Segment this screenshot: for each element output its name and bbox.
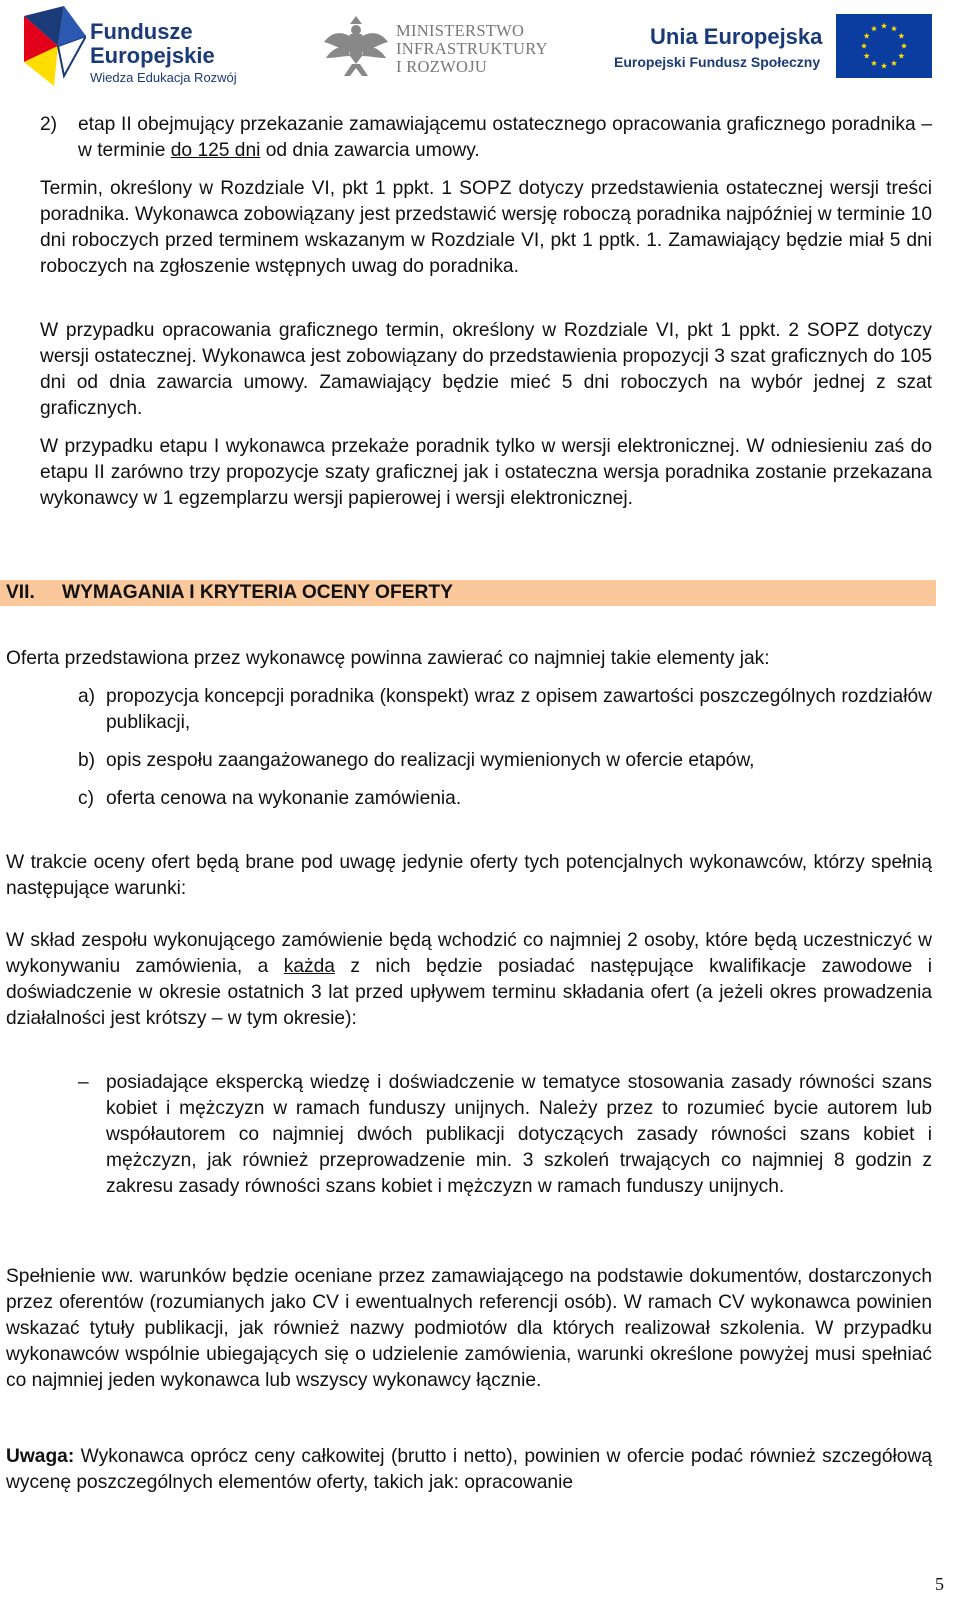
team-each: każda (283, 956, 335, 977)
ministry-logo (322, 12, 562, 82)
note-text: Wykonawca oprócz ceny całkowitej (brutto i netto), powinien w ofercie podać również szczegółową wycenę poszczególnych elementów oferty, takich jak: opracowanie (6, 1446, 932, 1493)
stage2-text-after: od dnia zawarcia umowy. (260, 140, 480, 161)
stage2-deadline: do 125 dni (170, 140, 261, 161)
section-title: WYMAGANIA I KRYTERIA OCENY OFERTY (62, 582, 453, 603)
section-number: VII. (6, 582, 35, 603)
paragraph-note (6, 1444, 932, 1496)
section-heading (0, 580, 936, 606)
fundusze-europejskie-logo (24, 4, 274, 88)
paragraph-team (6, 928, 932, 1032)
offer-intro: Oferta przedstawiona przez wykonawcę powinna zawierać co najmniej takie elementy jak: (6, 648, 770, 669)
fe-logo-line3: Wiedza Edukacja Rozwój (90, 70, 237, 85)
stage2-text-before: etap II obejmujący przekazanie zamawiającemu ostatecznego opracowania graficznego poradnika – w terminie (78, 114, 932, 161)
eu-star-icon (901, 43, 907, 49)
eu-star-icon (881, 23, 887, 29)
eu-star-icon (864, 53, 870, 59)
eu-star-icon (881, 63, 887, 69)
polish-eagle-icon (322, 12, 390, 80)
offer-item-c-marker: c) (78, 788, 94, 809)
ministry-line2: INFRASTRUKTURY (396, 39, 548, 58)
team-text-after: z nich będzie posiadać następujące kwalifikacje zawodowe i doświadczenie w okresie ostatnich 3 lat przed upływem terminu składania ofert (a jeżeli okres prowadzenia działalności jest krótszy – w tym okresie): (6, 956, 932, 1029)
eu-star-icon (891, 60, 897, 66)
ministry-line1: MINISTERSTWO (396, 21, 525, 40)
eu-star-icon (861, 43, 867, 49)
dash-item-text: posiadające ekspercką wiedzę i doświadczenie w tematyce stosowania zasady równości szans kobiet i mężczyzn w ramach funduszy unijnych. Należy przez to rozumieć bycie autorem lub współautorem co najmniej dwóch publikacji dotyczących zasady równości szans kobiet i mężczyzn, jak również przeprowadzenie min. 3 szkoleń trwających co najmniej 8 godzin z zakresu zasady równości szans kobiet i mężczyzn w ramach funduszy unijnych. (106, 1072, 932, 1197)
fe-star-mark-icon (24, 6, 86, 86)
fe-logo-line1: Fundusze (90, 19, 193, 44)
offer-item-a-marker: a) (78, 686, 96, 707)
team-text-before: W skład zespołu wykonującego zamówienie będą wchodzić co najmniej 2 osoby, które będą uczestniczyć w wykonywaniu zamówienia, a (6, 930, 932, 977)
paragraph-term: Termin, określony w Rozdziale VI, pkt 1 ppkt. 1 SOPZ dotyczy przedstawienia ostatecznej wersji treści poradnika. Wykonawca zobowiązany jest przedstawić wersję roboczą poradnika najpóźniej w terminie 10 dni roboczych przed terminem wskazanym w Rozdziale VI, pkt 1 pptk. 1. Zamawiający będzie miał 5 dni roboczych na zgłoszenie wstępnych uwag do poradnika. (40, 178, 932, 277)
eu-star-icon (898, 53, 904, 59)
page-header (0, 0, 960, 92)
eu-flag-icon (836, 14, 932, 78)
stage2-marker: 2) (40, 114, 58, 135)
paragraph-fulfilment: Spełnienie ww. warunków będzie oceniane przez zamawiającego na podstawie dokumentów, dostarczonych przez oferentów (rozumianych jako CV i ewentualnych referencji osób). W ramach CV wykonawca powinien wskazać tytuły publikacji, jak również nazwy podmiotów dla których realizował szkolenia. W przypadku wykonawców wspólnie ubiegających się o udzielenie zamówienia, warunki określone powyżej musi spełniać co najmniej jeden wykonawca lub wszyscy wykonawcy łącznie. (6, 1266, 932, 1391)
eu-star-icon (871, 60, 877, 66)
offer-item-a: propozycja koncepcji poradnika (konspekt) wraz z opisem zawartości poszczególnych rozdziałów publikacji, (106, 686, 932, 733)
eu-star-icon (864, 33, 870, 39)
stage2-text (78, 112, 932, 164)
offer-item-b: opis zespołu zaangażowanego do realizacji wymienionych w ofercie etapów, (106, 750, 755, 771)
paragraph-graphic: W przypadku opracowania graficznego termin, określony w Rozdziale VI, pkt 1 ppkt. 2 SOPZ dotyczy wersji ostatecznej. Wykonawca jest zobowiązany do przedstawienia propozycji 3 szat graficznych do 105 dni od dnia zawarcia umowy. Zamawiający będzie mieć 5 dni roboczych na wybór jednej z szat graficznych. (40, 320, 932, 419)
ministry-line3: I ROZWOJU (396, 57, 488, 76)
eu-star-icon (871, 25, 877, 31)
eu-star-icon (891, 25, 897, 31)
eu-logo (612, 14, 952, 84)
page-number: 5 (935, 1574, 944, 1594)
offer-item-c: oferta cenowa na wykonanie zamówienia. (106, 788, 462, 809)
eu-logo-line1: Unia Europejska (650, 24, 823, 49)
note-label: Uwaga: (6, 1446, 75, 1467)
fe-logo-line2: Europejskie (90, 43, 215, 68)
paragraph-evaluation: W trakcie oceny ofert będą brane pod uwagę jedynie oferty tych potencjalnych wykonawców, którzy spełnią następujące warunki: (6, 852, 932, 899)
paragraph-stage1: W przypadku etapu I wykonawca przekaże poradnik tylko w wersji elektronicznej. W odniesieniu zaś do etapu II zarówno trzy propozycje szaty graficznej jak i ostateczna wersja poradnika zostanie przekazana wykonawcy w 1 egzemplarzu wersji papierowej i wersji elektronicznej. (40, 436, 932, 509)
offer-item-b-marker: b) (78, 750, 96, 771)
eu-logo-line2: Europejski Fundusz Społeczny (614, 54, 821, 70)
dash-item-marker: – (78, 1072, 89, 1093)
eu-star-icon (898, 33, 904, 39)
